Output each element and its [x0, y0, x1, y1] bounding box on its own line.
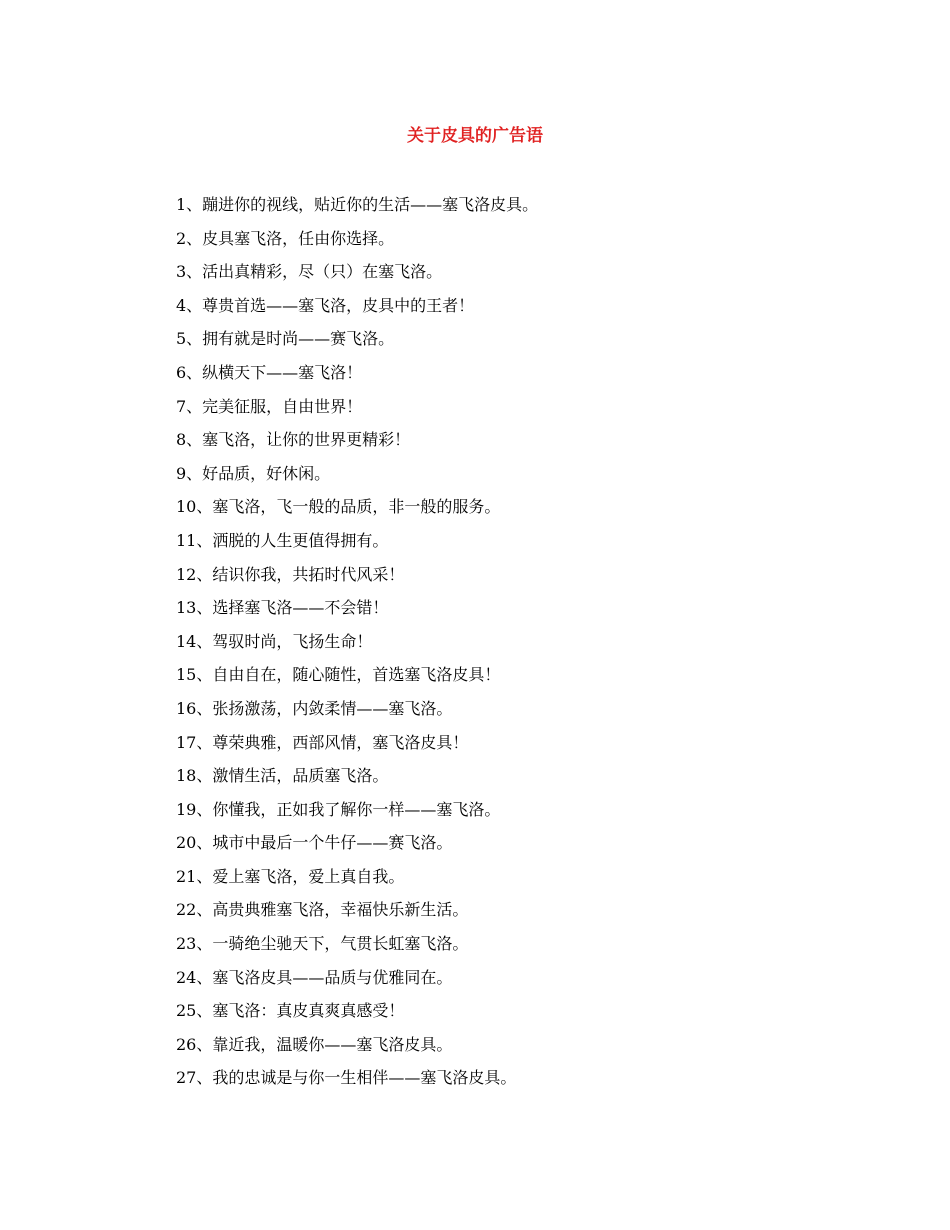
- list-item: 17、尊荣典雅，西部风情，塞飞洛皮具！: [176, 732, 469, 752]
- slogan-list: [176, 193, 876, 1100]
- list-item: 6、纵横天下——塞飞洛！: [176, 362, 363, 382]
- list-item: 11、洒脱的人生更值得拥有。: [176, 530, 389, 550]
- list-item: 4、尊贵首选——塞飞洛，皮具中的王者！: [176, 295, 475, 315]
- list-item: 7、完美征服，自由世界！: [176, 396, 363, 416]
- list-item: 19、你懂我，正如我了解你一样——塞飞洛。: [176, 799, 501, 819]
- list-item: 12、结识你我，共拓时代风采！: [176, 564, 405, 584]
- list-item: 9、好品质，好休闲。: [176, 463, 331, 483]
- list-item: 25、塞飞洛：真皮真爽真感受！: [176, 1001, 405, 1021]
- list-item: 16、张扬激荡，内敛柔情——塞飞洛。: [176, 698, 453, 718]
- list-item: 3、活出真精彩，尽（只）在塞飞洛。: [176, 262, 443, 282]
- list-item: 5、拥有就是时尚——赛飞洛。: [176, 329, 395, 349]
- list-item: 27、我的忠诚是与你一生相伴——塞飞洛皮具。: [176, 1068, 517, 1088]
- list-item: 15、自由自在，随心随性，首选塞飞洛皮具！: [176, 665, 501, 685]
- list-item: 13、选择塞飞洛——不会错！: [176, 598, 389, 618]
- list-item: 14、驾驭时尚，飞扬生命！: [176, 631, 373, 651]
- list-item: 21、爱上塞飞洛，爱上真自我。: [176, 866, 405, 886]
- list-item: 18、激情生活，品质塞飞洛。: [176, 766, 389, 786]
- list-item: 20、城市中最后一个牛仔——赛飞洛。: [176, 833, 453, 853]
- list-item: 8、塞飞洛，让你的世界更精彩！: [176, 430, 411, 450]
- list-item: 10、塞飞洛，飞一般的品质，非一般的服务。: [176, 497, 501, 517]
- list-item: 24、塞飞洛皮具——品质与优雅同在。: [176, 967, 453, 987]
- list-item: 23、一骑绝尘驰天下，气贯长虹塞飞洛。: [176, 934, 469, 954]
- page-title: 关于皮具的广告语: [407, 126, 543, 146]
- list-item: 26、靠近我，温暖你——塞飞洛皮具。: [176, 1034, 453, 1054]
- list-item: 22、高贵典雅塞飞洛，幸福快乐新生活。: [176, 900, 469, 920]
- list-item: 2、皮具塞飞洛，任由你选择。: [176, 228, 395, 248]
- list-item: 1、蹦进你的视线，贴近你的生活——塞飞洛皮具。: [176, 195, 539, 214]
